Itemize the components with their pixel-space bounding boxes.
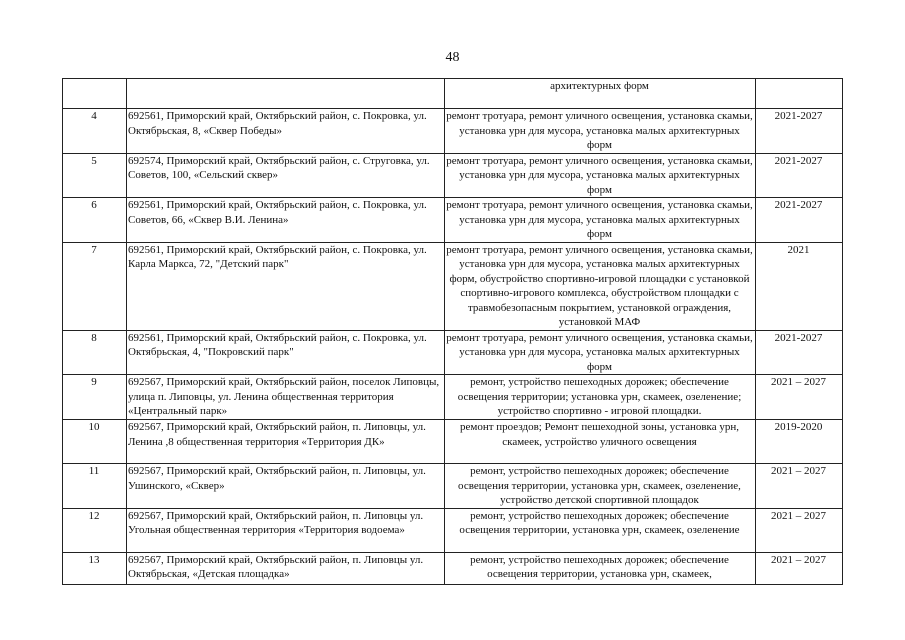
table-row — [63, 109, 843, 154]
cell-work: ремонт тротуара, ремонт уличного освещения, установка скамьи, установка урн для мусора, установка малых архитектурных форм — [445, 153, 756, 198]
cell-num: 4 — [63, 109, 127, 154]
cell-period — [756, 79, 843, 109]
cell-period: 2021 – 2027 — [756, 552, 843, 584]
cell-work: ремонт, устройство пешеходных дорожек; обеспечение освещения территории; установка урн, скамеек, озеленение; устройство спортивно - игровой площадки. — [445, 375, 756, 420]
cell-address: 692561, Приморский край, Октябрьский район, с. Покровка, ул. Карла Маркса, 72, "Детский парк" — [127, 242, 445, 330]
table-row — [63, 464, 843, 509]
table-row-continuation — [63, 79, 843, 109]
cell-work: архитектурных форм — [445, 79, 756, 109]
cell-address: 692567, Приморский край, Октябрьский район, п. Липовцы, ул. Ушинского, «Сквер» — [127, 464, 445, 509]
table-row — [63, 552, 843, 584]
cell-period: 2021-2027 — [756, 153, 843, 198]
table-row — [63, 330, 843, 375]
cell-num: 11 — [63, 464, 127, 509]
cell-address: 692567, Приморский край, Октябрьский район, поселок Липовцы, улица п. Липовцы, ул. Ленина общественная территория «Центральный парк» — [127, 375, 445, 420]
table-row — [63, 198, 843, 243]
cell-address: 692567, Приморский край, Октябрьский район, п. Липовцы ул. Октябрьская, «Детская площадка» — [127, 552, 445, 584]
page-number: 48 — [445, 50, 460, 65]
cell-num: 7 — [63, 242, 127, 330]
cell-address: 692561, Приморский край, Октябрьский район, с. Покровка, ул. Октябрьская, 4, "Покровский парк" — [127, 330, 445, 375]
cell-address: 692567, Приморский край, Октябрьский район, п. Липовцы, ул. Ленина ,8 общественная территория «Территория ДК» — [127, 420, 445, 464]
cell-work: ремонт, устройство пешеходных дорожек; обеспечение освещения территории, установка урн, скамеек, озеленение — [445, 508, 756, 552]
cell-period: 2021-2027 — [756, 330, 843, 375]
table-row — [63, 153, 843, 198]
cell-work: ремонт проездов; Ремонт пешеходной зоны, установка урн, скамеек, устройство уличного освещения — [445, 420, 756, 464]
cell-num: 13 — [63, 552, 127, 584]
cell-num: 12 — [63, 508, 127, 552]
cell-num — [63, 79, 127, 109]
cell-period: 2021 – 2027 — [756, 508, 843, 552]
cell-address: 692574, Приморский край, Октябрьский район, с. Струговка, ул. Советов, 100, «Сельский сквер» — [127, 153, 445, 198]
table-row — [63, 242, 843, 330]
cell-num: 10 — [63, 420, 127, 464]
cell-num: 5 — [63, 153, 127, 198]
cell-work: ремонт, устройство пешеходных дорожек; обеспечение освещения территории, установка урн, скамеек, — [445, 552, 756, 584]
cell-address: 692561, Приморский край, Октябрьский район, с. Покровка, ул. Октябрьская, 8, «Сквер Победы» — [127, 109, 445, 154]
cell-address: 692567, Приморский край, Октябрьский район, п. Липовцы ул. Угольная общественная территория «Территория водоема» — [127, 508, 445, 552]
cell-address: 692561, Приморский край, Октябрьский район, с. Покровка, ул. Советов, 66, «Сквер В.И. Ленина» — [127, 198, 445, 243]
cell-work: ремонт, устройство пешеходных дорожек; обеспечение освещения территории, установка урн, скамеек, озеленение, устройство детской спортивной площадок — [445, 464, 756, 509]
cell-period: 2019-2020 — [756, 420, 843, 464]
table-row — [63, 508, 843, 552]
cell-work: ремонт тротуара, ремонт уличного освещения, установка скамьи, установка урн для мусора, установка малых архитектурных форм — [445, 330, 756, 375]
table-row — [63, 375, 843, 420]
cell-num: 9 — [63, 375, 127, 420]
cell-work: ремонт тротуара, ремонт уличного освещения, установка скамьи, установка урн для мусора, установка малых архитектурных форм, обустройство спортивно-игровой площадки с установкой спортивно-игрового комплекса, обустройством площадки с травмобезопасным покрытием, установкой ограждения, установкой МАФ — [445, 242, 756, 330]
improvement-table — [62, 78, 843, 585]
cell-period: 2021 – 2027 — [756, 464, 843, 509]
cell-num: 6 — [63, 198, 127, 243]
cell-work: ремонт тротуара, ремонт уличного освещения, установка скамьи, установка урн для мусора, установка малых архитектурных форм — [445, 198, 756, 243]
cell-period: 2021-2027 — [756, 109, 843, 154]
cell-period: 2021-2027 — [756, 198, 843, 243]
cell-work: ремонт тротуара, ремонт уличного освещения, установка скамьи, установка урн для мусора, установка малых архитектурных форм — [445, 109, 756, 154]
table-row — [63, 420, 843, 464]
cell-period: 2021 – 2027 — [756, 375, 843, 420]
cell-address — [127, 79, 445, 109]
cell-num: 8 — [63, 330, 127, 375]
cell-period: 2021 — [756, 242, 843, 330]
